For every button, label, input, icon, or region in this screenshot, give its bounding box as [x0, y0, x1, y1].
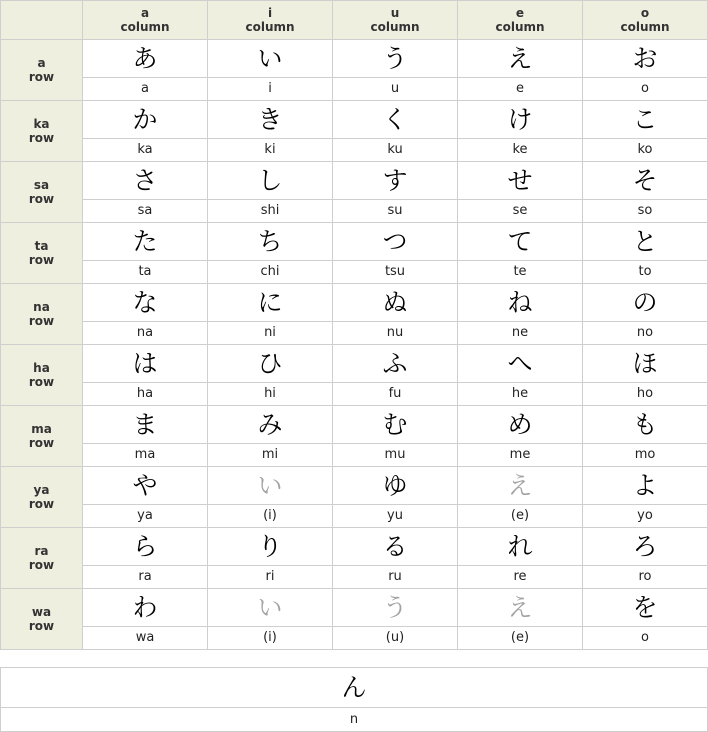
romaji-cell: hi: [208, 383, 333, 406]
kana-cell: え: [458, 40, 583, 78]
kana-row-sa: [1, 162, 708, 200]
standalone-kana: ん: [1, 668, 707, 708]
row-header-ra: [1, 528, 83, 589]
kana-cell: ふ: [333, 345, 458, 383]
column-header-top: i: [267, 6, 273, 20]
romaji-cell: ku: [333, 139, 458, 162]
row-header-ya: [1, 467, 83, 528]
romaji-cell: chi: [208, 261, 333, 284]
romaji-cell: na: [83, 322, 208, 345]
romaji-cell: e: [458, 78, 583, 101]
romaji-cell: yo: [583, 505, 708, 528]
romaji-row-ma: [1, 444, 708, 467]
kana-cell: ゆ: [333, 467, 458, 505]
romaji-cell: no: [583, 322, 708, 345]
kana-row-na: [1, 284, 708, 322]
romaji-cell: mu: [333, 444, 458, 467]
kana-cell: た: [83, 223, 208, 261]
kana-cell: も: [583, 406, 708, 444]
romaji-cell: so: [583, 200, 708, 223]
kana-cell: し: [208, 162, 333, 200]
romaji-cell: su: [333, 200, 458, 223]
column-header-bottom: column: [620, 20, 670, 34]
kana-cell: せ: [458, 162, 583, 200]
kana-cell: ち: [208, 223, 333, 261]
column-header-top: u: [390, 6, 400, 20]
kana-cell: わ: [83, 589, 208, 627]
romaji-row-ra: [1, 566, 708, 589]
row-header-top: ta: [34, 239, 49, 253]
romaji-cell: to: [583, 261, 708, 284]
column-header-top: a: [140, 6, 150, 20]
row-header-ha: [1, 345, 83, 406]
column-header-u: [333, 1, 458, 40]
romaji-row-ka: [1, 139, 708, 162]
row-header-bottom: row: [28, 192, 55, 206]
kana-cell: ほ: [583, 345, 708, 383]
column-header-bottom: column: [120, 20, 170, 34]
row-header-top: a: [37, 56, 46, 70]
kana-cell: く: [333, 101, 458, 139]
kana-cell: へ: [458, 345, 583, 383]
kana-cell: の: [583, 284, 708, 322]
romaji-cell: ra: [83, 566, 208, 589]
romaji-cell: ho: [583, 383, 708, 406]
column-header-bottom: column: [245, 20, 295, 34]
romaji-cell: u: [333, 78, 458, 101]
row-header-bottom: row: [28, 314, 55, 328]
romaji-cell: ki: [208, 139, 333, 162]
kana-cell: と: [583, 223, 708, 261]
romaji-cell: sa: [83, 200, 208, 223]
romaji-cell: ya: [83, 505, 208, 528]
romaji-cell: ro: [583, 566, 708, 589]
kana-cell: め: [458, 406, 583, 444]
kana-row-ma: [1, 406, 708, 444]
romaji-cell: (e): [458, 627, 583, 650]
column-header-bottom: column: [370, 20, 420, 34]
row-header-bottom: row: [28, 375, 55, 389]
kana-cell: あ: [83, 40, 208, 78]
row-header-top: ka: [33, 117, 50, 131]
romaji-cell: ru: [333, 566, 458, 589]
kana-cell: え: [458, 589, 583, 627]
row-header-a: [1, 40, 83, 101]
romaji-cell: o: [583, 627, 708, 650]
romaji-cell: (i): [208, 505, 333, 528]
kana-cell: こ: [583, 101, 708, 139]
romaji-cell: ni: [208, 322, 333, 345]
romaji-row-ta: [1, 261, 708, 284]
row-header-bottom: row: [28, 558, 55, 572]
romaji-cell: re: [458, 566, 583, 589]
row-header-bottom: row: [28, 497, 55, 511]
kana-row-ka: [1, 101, 708, 139]
row-header-top: ma: [31, 422, 52, 436]
romaji-cell: ri: [208, 566, 333, 589]
kana-cell: ぬ: [333, 284, 458, 322]
row-header-bottom: row: [28, 436, 55, 450]
romaji-cell: ke: [458, 139, 583, 162]
romaji-cell: (u): [333, 627, 458, 650]
kana-row-ra: [1, 528, 708, 566]
romaji-cell: (i): [208, 627, 333, 650]
kana-cell: み: [208, 406, 333, 444]
row-header-sa: [1, 162, 83, 223]
column-header-top: e: [515, 6, 525, 20]
column-header-a: [83, 1, 208, 40]
row-header-na: [1, 284, 83, 345]
romaji-cell: ha: [83, 383, 208, 406]
row-header-wa: [1, 589, 83, 650]
kana-cell: む: [333, 406, 458, 444]
row-header-ka: [1, 101, 83, 162]
kana-cell: う: [333, 40, 458, 78]
romaji-cell: wa: [83, 627, 208, 650]
row-header-ma: [1, 406, 83, 467]
standalone-romaji: n: [349, 712, 359, 727]
kana-row-wa: [1, 589, 708, 627]
romaji-cell: ko: [583, 139, 708, 162]
romaji-cell: ka: [83, 139, 208, 162]
row-header-bottom: row: [28, 253, 55, 267]
kana-cell: き: [208, 101, 333, 139]
kana-cell: ひ: [208, 345, 333, 383]
kana-row-ta: [1, 223, 708, 261]
kana-cell: よ: [583, 467, 708, 505]
row-header-top: ya: [33, 483, 50, 497]
kana-cell: ね: [458, 284, 583, 322]
kana-cell: ら: [83, 528, 208, 566]
column-header-top: o: [640, 6, 650, 20]
romaji-cell: ma: [83, 444, 208, 467]
kana-cell: を: [583, 589, 708, 627]
romaji-cell: shi: [208, 200, 333, 223]
romaji-cell: te: [458, 261, 583, 284]
kana-row-a: [1, 40, 708, 78]
kana-cell: て: [458, 223, 583, 261]
kana-cell: は: [83, 345, 208, 383]
row-header-top: wa: [31, 605, 52, 619]
kana-cell: れ: [458, 528, 583, 566]
kana-cell: う: [333, 589, 458, 627]
kana-cell: さ: [83, 162, 208, 200]
kana-cell: に: [208, 284, 333, 322]
romaji-row-sa: [1, 200, 708, 223]
kana-cell: お: [583, 40, 708, 78]
romaji-row-ya: [1, 505, 708, 528]
column-header-o: [583, 1, 708, 40]
kana-cell: り: [208, 528, 333, 566]
row-header-top: na: [33, 300, 50, 314]
kana-cell: ろ: [583, 528, 708, 566]
kana-cell: い: [208, 40, 333, 78]
romaji-cell: fu: [333, 383, 458, 406]
romaji-cell: o: [583, 78, 708, 101]
romaji-cell: nu: [333, 322, 458, 345]
row-header-top: ra: [34, 544, 49, 558]
kana-cell: け: [458, 101, 583, 139]
kana-row-ha: [1, 345, 708, 383]
row-header-top: ha: [33, 361, 50, 375]
kana-cell: ま: [83, 406, 208, 444]
romaji-cell: yu: [333, 505, 458, 528]
romaji-cell: ne: [458, 322, 583, 345]
corner-cell: [1, 1, 83, 40]
kana-cell: い: [208, 589, 333, 627]
row-header-bottom: row: [28, 619, 55, 633]
standalone-n-box: [0, 667, 708, 732]
row-header-bottom: row: [28, 131, 55, 145]
kana-cell: る: [333, 528, 458, 566]
romaji-cell: ta: [83, 261, 208, 284]
romaji-row-ha: [1, 383, 708, 406]
column-header-bottom: column: [495, 20, 545, 34]
column-header-i: [208, 1, 333, 40]
table-body: [1, 40, 708, 650]
kana-row-ya: [1, 467, 708, 505]
romaji-cell: (e): [458, 505, 583, 528]
kana-cell: す: [333, 162, 458, 200]
kana-cell: つ: [333, 223, 458, 261]
romaji-row-a: [1, 78, 708, 101]
romaji-cell: i: [208, 78, 333, 101]
romaji-row-na: [1, 322, 708, 345]
row-header-top: sa: [33, 178, 50, 192]
romaji-cell: a: [83, 78, 208, 101]
kana-cell: か: [83, 101, 208, 139]
romaji-cell: me: [458, 444, 583, 467]
romaji-cell: mo: [583, 444, 708, 467]
row-header-ta: [1, 223, 83, 284]
column-header-row: [1, 1, 708, 40]
kana-cell: い: [208, 467, 333, 505]
row-header-bottom: row: [28, 70, 55, 84]
kana-cell: な: [83, 284, 208, 322]
kana-cell: え: [458, 467, 583, 505]
kana-cell: や: [83, 467, 208, 505]
column-header-e: [458, 1, 583, 40]
romaji-cell: tsu: [333, 261, 458, 284]
kana-cell: そ: [583, 162, 708, 200]
romaji-cell: mi: [208, 444, 333, 467]
romaji-cell: he: [458, 383, 583, 406]
romaji-cell: se: [458, 200, 583, 223]
romaji-row-wa: [1, 627, 708, 650]
